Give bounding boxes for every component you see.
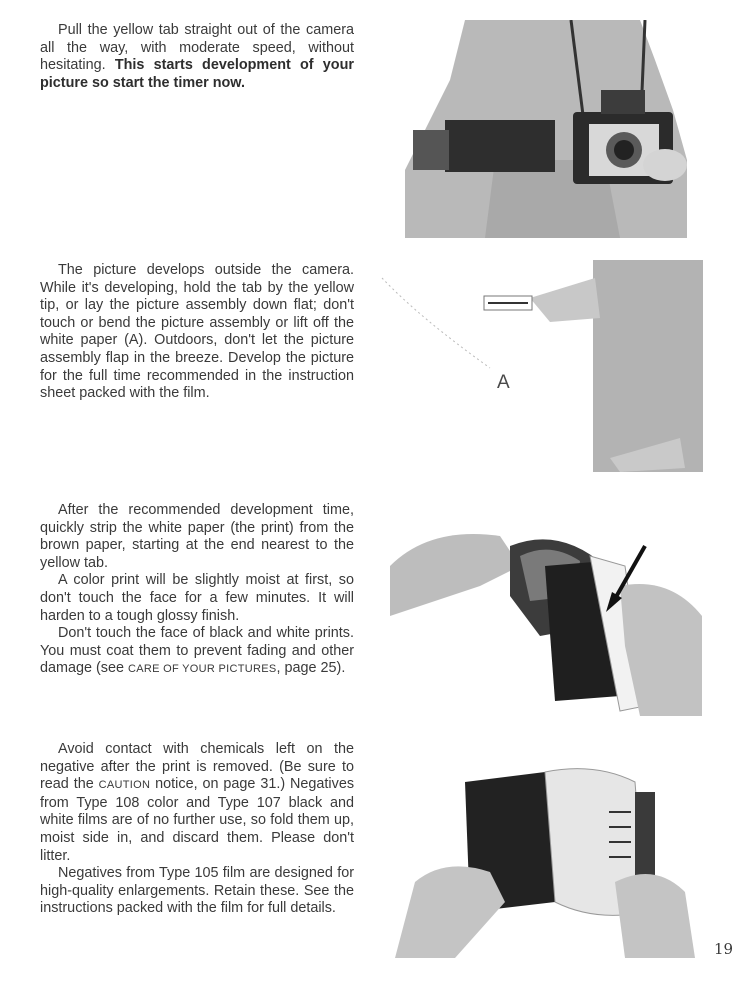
type-105-text: Negatives from Type 105 film are designed for high-quality enlargements. Retain these. See the instructions packed with the film for full details. [40, 865, 354, 917]
photo-woman-pulling-tab [405, 20, 687, 238]
bw-print-text-start: Don't touch the face of black and white prints. You must coat them to prevent fading and other damage (see [40, 625, 354, 677]
paragraph-avoid-chemicals [40, 741, 354, 918]
paragraph-picture-develops [40, 262, 354, 403]
bw-print-text [40, 625, 354, 679]
care-of-pictures-ref: CARE OF YOUR PICTURES [128, 663, 277, 676]
avoid-chemicals-start: Avoid contact with chemicals left on the negative after the print is removed. (Be sure to read the [40, 741, 354, 793]
page-number: 19 [714, 940, 734, 958]
avoid-chemicals-text [40, 741, 354, 865]
photo-folding-negative [395, 762, 707, 958]
picture-develops-text: The picture develops outside the camera. While it's developing, hold the tab by the yellow tip, or lay the picture assembly down flat; don't touch or bend the picture assembly or lift off the white paper (A). Outdoors, don't let the picture assembly flap in the breeze. Develop the picture for the full time recommended in the instruction sheet packed with the film. [40, 262, 354, 402]
pull-tab-text: Pull the yellow tab straight out of the camera all the way, with moderate speed, without hesitating. [40, 22, 354, 74]
label-a: A [497, 372, 510, 393]
pull-tab-bold-text: This starts development of your picture so start the timer now. [40, 57, 354, 91]
avoid-chemicals-end: notice, on page 31.) Negatives from Type 108 color and Type 107 black and white films are of no further use, so fold them up, moist side in, and discard them. Please don't litter. [40, 776, 355, 864]
paragraph-pull-tab [40, 22, 354, 92]
photo-picture-assembly [380, 258, 705, 476]
caution-ref: CAUTION [98, 779, 151, 792]
strip-paper-text: After the recommended development time, quickly strip the white paper (the print) from the brown paper, starting at the end nearest to the yellow tab. [40, 502, 354, 571]
color-print-text: A color print will be slightly moist at first, so don't touch the face for a few minutes. It will harden to a tough glossy finish. [40, 572, 354, 624]
photo-stripping-print [390, 506, 702, 716]
bw-print-text-end: , page 25). [276, 660, 346, 677]
paragraph-strip-paper [40, 502, 354, 679]
